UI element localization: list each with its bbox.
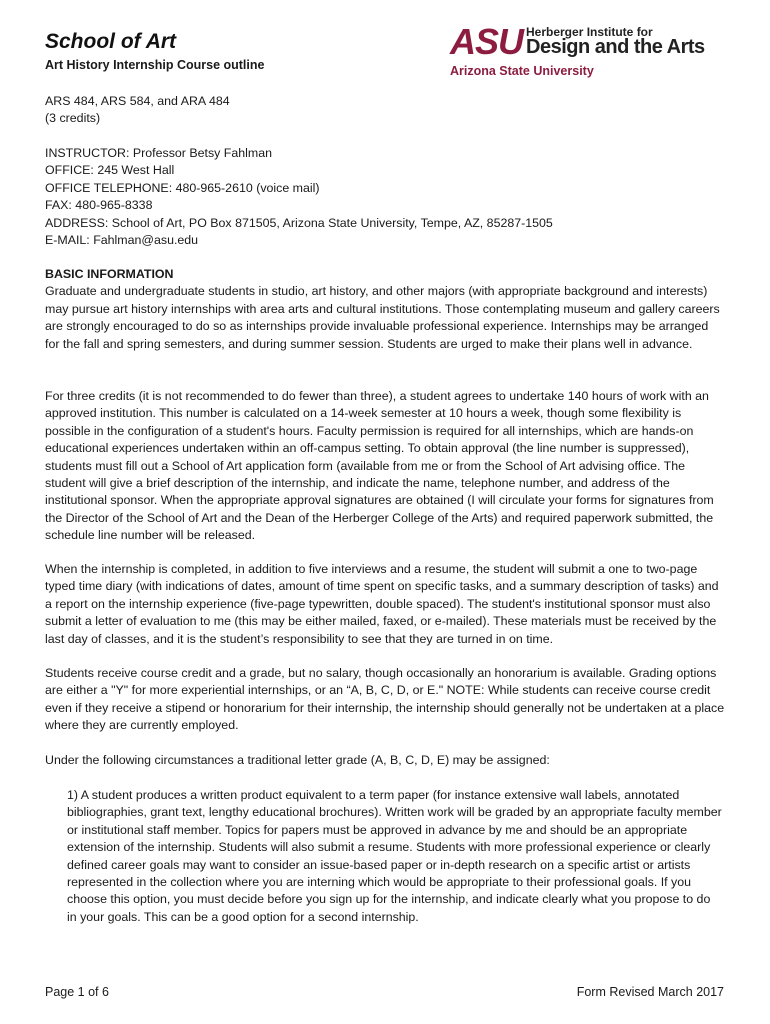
asu-herberger-logo: [450, 21, 740, 80]
basic-info-section: [45, 266, 725, 353]
page-title: School of Art: [45, 30, 177, 53]
list-item-written-product: 1) A student produces a written product equivalent to a term paper (for instance extensive wall labels, annotated bibliographies, grant text, lengthy educational brochures). Written work will be graded by an appropriate faculty member or institutional staff member. Topics for papers must be approved in advance by me and should be an appropriate extension of the internship. Students will also submit a resume. Students with more professional experience or clearly defined career goals may want to consider an issue-based paper or in-depth research on a specific artist or artists represented in the collection where you are interning which would be appropriate to their professional goals. If you choose this option, you must decide before you sign up for the internship, and indicate clearly what you propose to do in your goals. This can be a good option for a second internship.: [67, 788, 722, 924]
contact-fax: FAX: 480-965-8338: [45, 198, 153, 213]
contact-email: E-MAIL: Fahlman@asu.edu: [45, 233, 199, 248]
logo-university-line: Arizona State University: [450, 64, 594, 78]
paragraph-credits: For three credits (it is not recommended to do fewer than three), a student agrees to undertake 140 hours of work with an approved institution. This number is calculated on a 14-week semester at 10 hours a week, though some flexibility is possible in the configuration of a student's hours. Faculty permission is required for all internships, which are hands-on educational experiences undertaken within an off-campus setting. To obtain approval (the line number is suppressed), students must fill out a School of Art application form (available from me or from the School of Art advising office. The student will give a brief description of the internship, and indicate the name, telephone number, and address of the institutional sponsor. When the appropriate approval signatures are obtained (I will circulate your forms for signatures from the Director of the School of Art and the Dean of the Herberger College of the Arts) and required paperwork submitted, the schedule line number will be released.: [45, 389, 714, 543]
contact-address: ADDRESS: School of Art, PO Box 871505, Arizona State University, Tempe, AZ, 85287-1505: [45, 215, 553, 230]
contact-office: OFFICE: 245 West Hall: [45, 163, 175, 178]
contact-info: [45, 145, 725, 249]
paragraph-completion: When the internship is completed, in addition to five interviews and a resume, the student will submit a one to two-page typed time diary (with indications of dates, amount of time spent on specific tasks, and a summary description of tasks) and a report on the internship experience (five-page typewritten, double spaced). The student's institutional sponsor must also submit a letter of evaluation to me (this may be either mailed, faxed, or e-mailed). These materials must be received by the last day of classes, and it is the student’s responsibility to see that they are turned in on time.: [45, 562, 719, 646]
course-outline-subtitle: Art History Internship Course outline: [45, 58, 265, 72]
course-info: [45, 93, 725, 128]
course-credits: (3 credits): [45, 111, 101, 126]
paragraph-grading: Students receive course credit and a grade, but no salary, though occasionally an honorarium is available. Grading options are either a "Y" for more experiential internships, or an “A, B, C, D, or E." NOTE: While students can receive course credit even if they receive a stipend or honorarium for their internship, the internship should generally not be undertaken at a place where they are currently employed.: [45, 666, 725, 733]
logo-institute-line: Herberger Institute for: [526, 25, 653, 39]
paragraph-letter-grade: Under the following circumstances a traditional letter grade (A, B, C, D, E) may be assigned:: [45, 753, 550, 767]
paragraph-eligibility: Graduate and undergraduate students in studio, art history, and other majors (with appropriate background and interests) may pursue art history internships with area arts and cultural institutions. Those contemplating museum and gallery careers are strongly encouraged to do so as internships provide invaluable professional experience. Internships may be arranged for the fall and spring semesters, and during summer session. Students are urged to make their plans well in advance.: [45, 284, 720, 351]
asu-logo-mark: ASU: [450, 21, 524, 62]
section-heading: BASIC INFORMATION: [45, 267, 174, 281]
logo-design-arts-line: Design and the Arts: [526, 36, 705, 58]
contact-instructor: INSTRUCTOR: Professor Betsy Fahlman: [45, 146, 272, 160]
form-revised-date: Form Revised March 2017: [576, 985, 724, 999]
course-numbers: ARS 484, ARS 584, and ARA 484: [45, 94, 230, 108]
page-number: Page 1 of 6: [45, 985, 109, 999]
contact-telephone: OFFICE TELEPHONE: 480-965-2610 (voice mail): [45, 180, 320, 195]
